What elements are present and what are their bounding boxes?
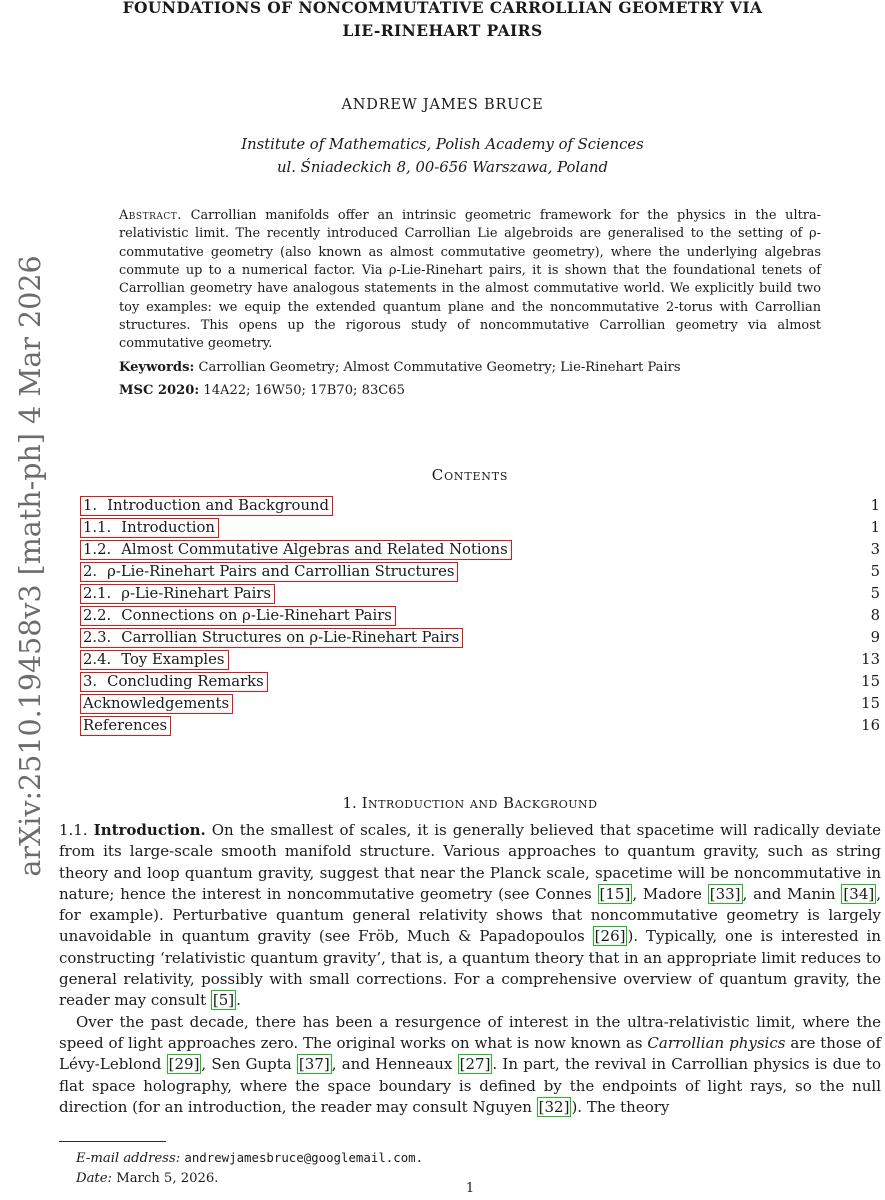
- body-paragraphs: [59, 820, 881, 1118]
- toc-row: [80, 628, 880, 650]
- keywords-line: [119, 359, 821, 378]
- toc-list: [80, 496, 880, 738]
- keywords-text: Carrollian Geometry; Almost Commutative Geometry; Lie-Rinehart Pairs: [198, 359, 681, 375]
- toc-entry-number: 2.4.: [83, 651, 112, 668]
- paragraph: 1.1. Introduction. On the smallest of scales, it is generally believed that spacetime will radically deviate from its large-scale smooth manifold structure. Various approaches to quantum gravity, such as string theory and loop quantum gravity, suggest that near the Planck scale, spacetime will be noncommutative in nature; hence the interest in noncommutative geometry (see Connes [15] , Madore [33] , and Manin [34] , for example). Perturbative quantum general relativity shows that noncommutative geometry is largely unavoidable in quantum gravity (see Fröb, Much & Papadopoulos [26] ). Typically, one is interested in constructing ‘relativistic quantum gravity’, that is, a quantum theory that in an appropriate limit reduces to general relativity, possibly with small corrections. For a comprehensive overview of quantum gravity, the reader may consult [5] .: [59, 821, 881, 1010]
- toc-entry-number: 2.: [83, 563, 98, 580]
- affiliation-line1: Institute of Mathematics, Polish Academy of Sciences: [241, 136, 644, 153]
- citation-link[interactable]: [15]: [599, 884, 631, 903]
- citation-link[interactable]: [34]: [843, 884, 875, 903]
- date-label: Date:: [76, 1170, 112, 1186]
- toc-entry-number: 3.: [83, 673, 98, 690]
- toc-page-number: 15: [861, 695, 880, 712]
- toc-row: [80, 562, 880, 584]
- emphasized-text: Carrollian physics: [647, 1033, 786, 1052]
- citation-link[interactable]: [27]: [459, 1055, 491, 1074]
- section-1-number: 1.: [342, 794, 357, 812]
- toc-entry-number: 2.3.: [83, 629, 112, 646]
- toc-page-number: 9: [870, 629, 880, 646]
- toc-page-number: 5: [870, 585, 880, 602]
- footnote-rule: [59, 1141, 166, 1142]
- abstract-text: [119, 207, 821, 354]
- toc-row: [80, 606, 880, 628]
- toc-page-number: 1: [870, 519, 880, 536]
- toc-page-number: 1: [870, 497, 880, 514]
- page-number: 1: [465, 1181, 475, 1196]
- toc-page-number: 3: [870, 541, 880, 558]
- toc-entry-link[interactable]: 1.1. Introduction: [80, 518, 219, 538]
- affiliation: [0, 134, 885, 179]
- email-address[interactable]: andrewjamesbruce@googlemail.com.: [184, 1150, 424, 1165]
- toc-entry-link[interactable]: 2.4. Toy Examples: [80, 650, 229, 670]
- citation-link[interactable]: [37]: [298, 1055, 330, 1074]
- toc-entry-link[interactable]: Acknowledgements: [80, 694, 233, 714]
- abstract-label: Abstract.: [119, 208, 182, 223]
- toc-entry-number: 1.2.: [83, 541, 112, 558]
- abstract-body: Carrollian manifolds offer an intrinsic geometric framework for the physics in the ultra-relativistic limit. The recently introduced Carrollian Lie algebroids are generalised to the setting of ρ-commutative geometry (also known as almost commutative geometry), where the underlying algebras commute up to a numerical factor. Via ρ-Lie-Rinehart pairs, it is shown that the foundational tenets of Carrollian geometry have analogous statements in the almost commutative world. We explicitly build two toy examples: we equip the extended quantum plane and the noncommutative 2-torus with Carrollian structures. This opens up the rigorous study of noncommutative Carrollian geometry via almost commutative geometry.: [119, 208, 821, 352]
- citation-link[interactable]: [26]: [594, 927, 626, 946]
- arxiv-watermark: arXiv:2510.19458v3 [math-ph] 4 Mar 2026: [14, 255, 47, 877]
- toc-row: [80, 584, 880, 606]
- contents-heading: Contents: [431, 466, 509, 484]
- toc-page-number: 16: [861, 717, 880, 734]
- msc-label: MSC 2020:: [119, 383, 200, 399]
- section-1-title: Introduction and Background: [361, 794, 598, 812]
- email-line: [59, 1148, 881, 1169]
- toc-row: [80, 716, 880, 738]
- toc-entry-link[interactable]: 2. ρ-Lie-Rinehart Pairs and Carrollian Structures: [80, 562, 458, 582]
- toc-page-number: 8: [870, 607, 880, 624]
- paper-title-line1: FOUNDATIONS OF NONCOMMUTATIVE CARROLLIAN GEOMETRY VIA: [122, 0, 763, 17]
- toc-entry-link[interactable]: References: [80, 716, 171, 736]
- toc-row: [80, 672, 880, 694]
- toc-entry-link[interactable]: 1.2. Almost Commutative Algebras and Related Notions: [80, 540, 512, 560]
- toc-row: [80, 540, 880, 562]
- toc-row: [80, 694, 880, 716]
- paper-title-line2: LIE-RINEHART PAIRS: [342, 20, 543, 40]
- bold-run-in-heading: Introduction.: [93, 821, 206, 839]
- toc-row: [80, 496, 880, 518]
- toc-entry-link[interactable]: 2.1. ρ-Lie-Rinehart Pairs: [80, 584, 275, 604]
- toc-page-number: 13: [861, 651, 880, 668]
- toc-row: [80, 518, 880, 540]
- toc-entry-number: 2.1.: [83, 585, 112, 602]
- section-1-heading: [59, 794, 881, 812]
- toc-page-number: 15: [861, 673, 880, 690]
- author-name: ANDREW JAMES BRUCE: [341, 97, 544, 113]
- email-label: E-mail address:: [76, 1151, 181, 1166]
- citation-link[interactable]: [33]: [709, 884, 741, 903]
- citation-link[interactable]: [5]: [212, 991, 235, 1010]
- msc-text: 14A22; 16W50; 17B70; 83C65: [203, 383, 405, 399]
- keywords-label: Keywords:: [119, 359, 195, 375]
- toc-entry-link[interactable]: 3. Concluding Remarks: [80, 672, 268, 692]
- toc-page-number: 5: [870, 563, 880, 580]
- toc-entry-number: 1.: [83, 497, 98, 514]
- paragraph: Over the past decade, there has been a resurgence of interest in the ultra-relativistic limit, where the speed of light approaches zero. The original works on what is now known as Carrollian physics are those of Lévy-Leblond [29] , Sen Gupta [37] , and Henneaux [27] . In part, the revival in Carrollian physics is due to flat space holography, where the space boundary is defined by the endpoints of light rays, so the null direction (for an introduction, the reader may consult Nguyen [32] ). The theory: [59, 1012, 882, 1116]
- toc-entry-link[interactable]: 1. Introduction and Background: [80, 496, 333, 516]
- affiliation-line2: ul. Śniadeckich 8, 00-656 Warszawa, Poland: [277, 158, 608, 176]
- toc-entry-number: 1.1.: [83, 519, 112, 536]
- toc-entry-link[interactable]: 2.3. Carrollian Structures on ρ-Lie-Rinehart Pairs: [80, 628, 463, 648]
- toc-row: [80, 650, 880, 672]
- citation-link[interactable]: [32]: [538, 1097, 570, 1116]
- abstract-block: [119, 207, 821, 401]
- toc-entry-number: 2.2.: [83, 607, 112, 624]
- citation-link[interactable]: [29]: [168, 1055, 200, 1074]
- msc-line: [119, 382, 821, 401]
- toc-entry-link[interactable]: 2.2. Connections on ρ-Lie-Rinehart Pairs: [80, 606, 396, 626]
- paper-title: [0, 0, 885, 42]
- date-value: March 5, 2026.: [116, 1170, 219, 1186]
